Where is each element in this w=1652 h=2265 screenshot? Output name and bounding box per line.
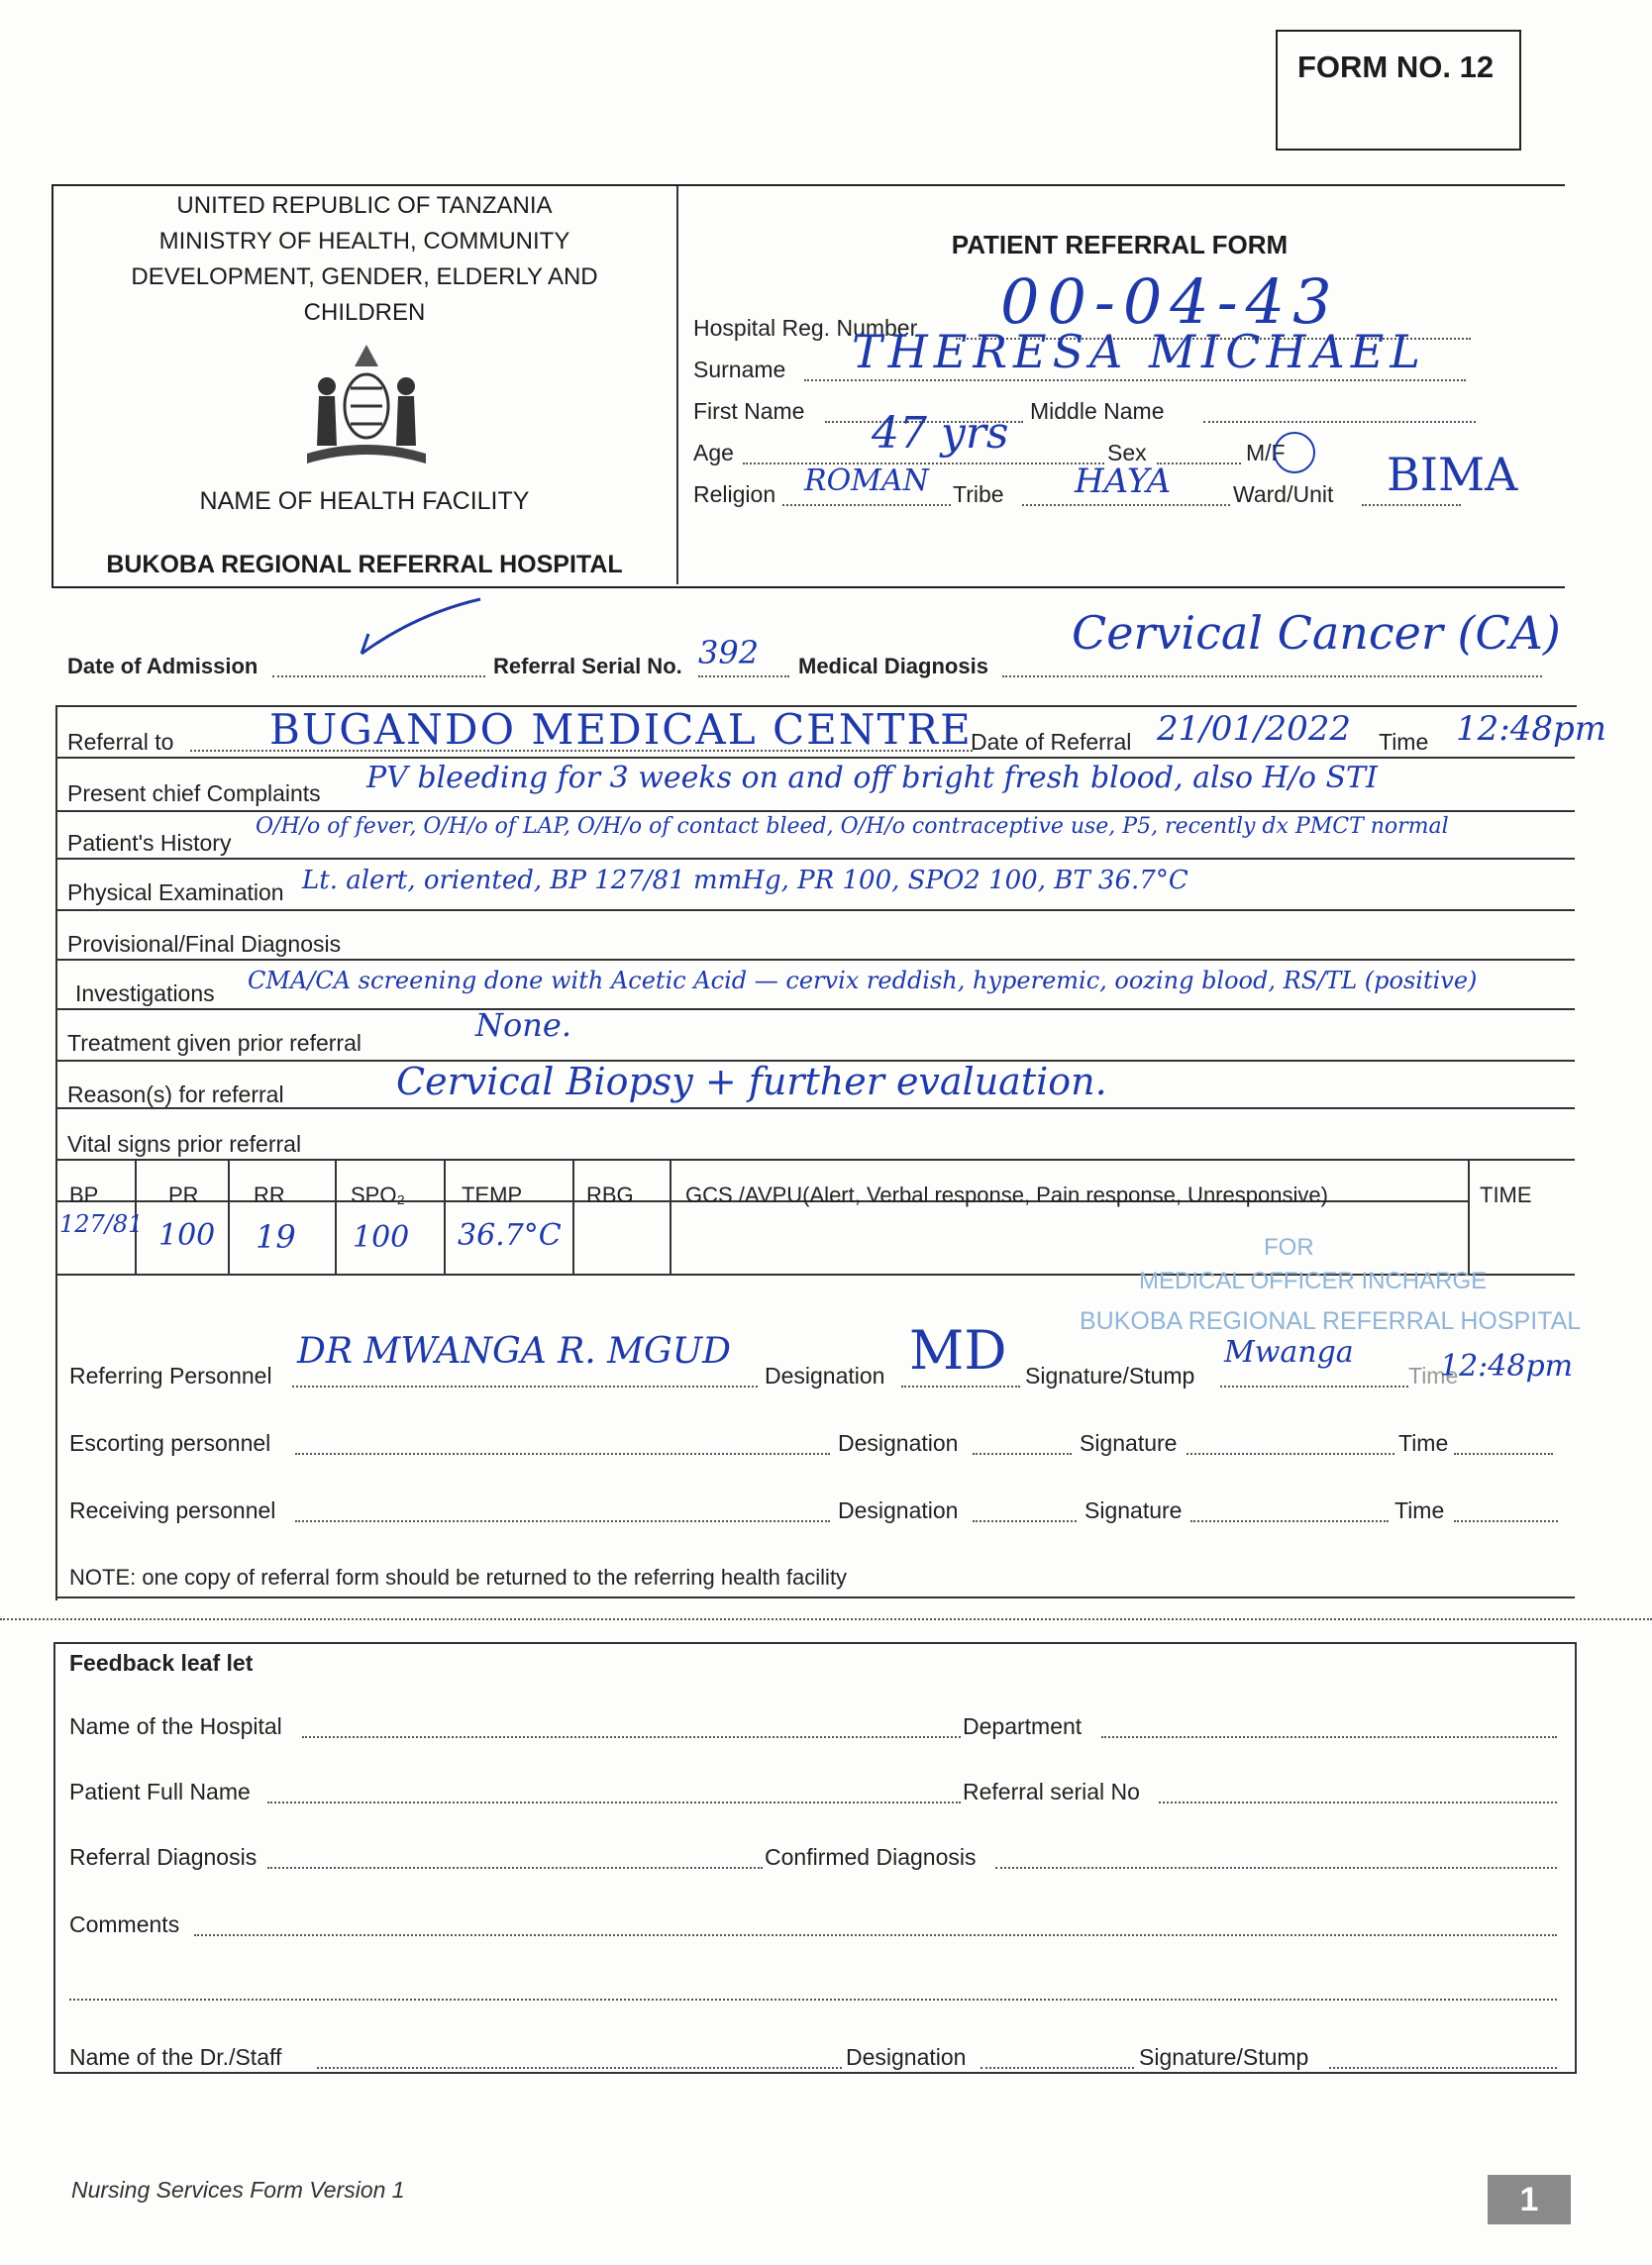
middle-name-label: Middle Name <box>1030 398 1165 424</box>
ward-value[interactable]: BIMA <box>1387 448 1518 501</box>
header-line-2: MINISTRY OF HEALTH, COMMUNITY <box>158 228 570 255</box>
vitals-header-time: TIME <box>1480 1183 1532 1207</box>
reg-number-value[interactable]: 00-04-43 <box>1000 265 1340 338</box>
referring-signature-label: Signature/Stump <box>1025 1363 1195 1389</box>
ward-label: Ward/Unit <box>1233 481 1334 507</box>
form-title: PATIENT REFERRAL FORM <box>951 230 1289 259</box>
history-label: Patient's History <box>67 830 232 856</box>
referral-date-value[interactable]: 21/01/2022 <box>1157 709 1351 749</box>
referral-time-label: Time <box>1379 729 1429 755</box>
referring-time-label: Time <box>1408 1363 1459 1389</box>
vitals-header-spo2: SPO₂ <box>351 1183 405 1207</box>
cut-line <box>0 1618 1652 1620</box>
vitals-header-gcs: GCS /AVPU(Alert, Verbal response, Pain response, Unresponsive) <box>685 1183 1328 1207</box>
sex-label: Sex <box>1107 440 1147 465</box>
feedback-ref-diagnosis-label: Referral Diagnosis <box>69 1844 258 1870</box>
form-version: Nursing Services Form Version 1 <box>71 2177 405 2203</box>
feedback-confirmed-diagnosis-label: Confirmed Diagnosis <box>765 1844 977 1870</box>
vitals-label: Vital signs prior referral <box>67 1131 302 1157</box>
header-line-1: UNITED REPUBLIC OF TANZANIA <box>176 192 553 219</box>
escorting-time-label: Time <box>1398 1430 1449 1456</box>
vitals-header-rr: RR <box>254 1183 285 1207</box>
referring-designation-value[interactable]: MD <box>909 1319 1007 1382</box>
vitals-value-rr[interactable]: 19 <box>256 1218 296 1256</box>
serial-label: Referral Serial No. <box>493 654 682 678</box>
vitals-value-bp[interactable]: 127/81 <box>59 1210 144 1238</box>
first-name-label: First Name <box>693 398 805 424</box>
feedback-hospital-label: Name of the Hospital <box>69 1713 282 1739</box>
age-value[interactable]: 47 yrs <box>872 408 1009 459</box>
religion-value[interactable]: ROMAN <box>804 463 929 498</box>
vitals-header-bp: BP <box>69 1183 99 1207</box>
referring-signature-value[interactable]: Mwanga <box>1224 1335 1354 1370</box>
provisional-diagnosis-label: Provisional/Final Diagnosis <box>67 931 342 957</box>
treatment-value[interactable]: None. <box>475 1006 571 1044</box>
stamp-line-1: FOR <box>1264 1234 1314 1261</box>
referral-date-label: Date of Referral <box>971 729 1132 755</box>
age-label: Age <box>693 440 734 465</box>
feedback-patient-label: Patient Full Name <box>69 1779 251 1804</box>
header-line-3: DEVELOPMENT, GENDER, ELDERLY AND <box>131 263 598 290</box>
investigations-label: Investigations <box>75 980 215 1006</box>
vitals-value-temp[interactable]: 36.7°C <box>458 1218 562 1253</box>
surname-label: Surname <box>693 357 786 382</box>
surname-value[interactable]: THERESA MICHAEL <box>852 325 1426 378</box>
escorting-designation-label: Designation <box>838 1430 959 1456</box>
stamp-line-3: BUKOBA REGIONAL REFERRAL HOSPITAL <box>1080 1307 1582 1335</box>
referral-to-value[interactable]: BUGANDO MEDICAL CENTRE <box>269 705 973 754</box>
feedback-title: Feedback leaf let <box>69 1650 254 1676</box>
feedback-designation-label: Designation <box>846 2044 967 2070</box>
vitals-value-pr[interactable]: 100 <box>158 1218 216 1253</box>
vitals-header-pr: PR <box>168 1183 199 1207</box>
receiving-time-label: Time <box>1394 1497 1445 1523</box>
religion-label: Religion <box>693 481 776 507</box>
reason-label: Reason(s) for referral <box>67 1081 284 1107</box>
referring-time-value[interactable]: 12:48pm <box>1440 1349 1574 1384</box>
tribe-label: Tribe <box>953 481 1004 507</box>
admission-date-label: Date of Admission <box>67 654 258 678</box>
receiving-personnel-label: Receiving personnel <box>69 1497 276 1523</box>
referring-designation-label: Designation <box>765 1363 885 1389</box>
serial-value[interactable]: 392 <box>698 634 760 671</box>
diagnosis-value[interactable]: Cervical Cancer (CA) <box>1072 606 1561 660</box>
reason-value[interactable]: Cervical Biopsy + further evaluation. <box>396 1060 1107 1103</box>
header-line-4: CHILDREN <box>303 299 426 326</box>
referring-personnel-value[interactable]: DR MWANGA R. MGUD <box>297 1331 731 1372</box>
feedback-serial-label: Referral serial No <box>963 1779 1140 1804</box>
diagnosis-label: Medical Diagnosis <box>798 654 988 678</box>
referral-to-label: Referral to <box>67 729 174 755</box>
sex-selected-circle <box>1274 432 1315 473</box>
treatment-label: Treatment given prior referral <box>67 1030 361 1056</box>
stamp-line-2: MEDICAL OFFICER INCHARGE <box>1139 1268 1488 1294</box>
feedback-comments-label: Comments <box>69 1911 180 1937</box>
complaints-value[interactable]: PV bleeding for 3 weeks on and off bright fresh blood, also H/o STI <box>366 761 1378 795</box>
exam-value[interactable]: Lt. alert, oriented, BP 127/81 mmHg, PR 100, SPO2 100, BT 36.7°C <box>302 866 1188 895</box>
referring-personnel-label: Referring Personnel <box>69 1363 272 1389</box>
checkmark-icon <box>357 594 485 664</box>
reg-number-label: Hospital Reg. Number <box>693 315 918 341</box>
referral-time-value[interactable]: 12:48pm <box>1456 709 1606 749</box>
referral-note: NOTE: one copy of referral form should be returned to the referring health facility <box>69 1565 848 1590</box>
vitals-value-spo2[interactable]: 100 <box>353 1220 410 1255</box>
ministry-header <box>53 188 675 331</box>
exam-label: Physical Examination <box>67 879 284 905</box>
receiving-signature-label: Signature <box>1084 1497 1183 1523</box>
form-number: FORM NO. 12 <box>1297 50 1495 84</box>
facility-label: NAME OF HEALTH FACILITY <box>199 487 530 515</box>
sex-options[interactable]: M/F <box>1246 440 1286 465</box>
tribe-value[interactable]: HAYA <box>1075 462 1172 501</box>
feedback-staff-label: Name of the Dr./Staff <box>69 2044 282 2070</box>
vitals-header-rbg: RBG <box>586 1183 634 1207</box>
receiving-designation-label: Designation <box>838 1497 959 1523</box>
form-number-box <box>1276 30 1521 151</box>
page-number: 1 <box>1488 2175 1571 2224</box>
facility-name: BUKOBA REGIONAL REFERRAL HOSPITAL <box>106 551 623 578</box>
history-value[interactable]: O/H/o of fever, O/H/o of LAP, O/H/o of contact bleed, O/H/o contraceptive use, P5, recently dx PMCT normal <box>256 814 1449 839</box>
escorting-signature-label: Signature <box>1080 1430 1178 1456</box>
investigations-value[interactable]: CMA/CA screening done with Acetic Acid — cervix reddish, hyperemic, oozing blood, RS/TL (positive) <box>248 967 1478 994</box>
complaints-label: Present chief Complaints <box>67 780 321 806</box>
coat-of-arms-icon <box>297 337 436 475</box>
feedback-department-label: Department <box>963 1713 1083 1739</box>
vitals-header-temp: TEMP <box>462 1183 523 1207</box>
feedback-signature-label: Signature/Stump <box>1139 2044 1309 2070</box>
escorting-personnel-label: Escorting personnel <box>69 1430 271 1456</box>
